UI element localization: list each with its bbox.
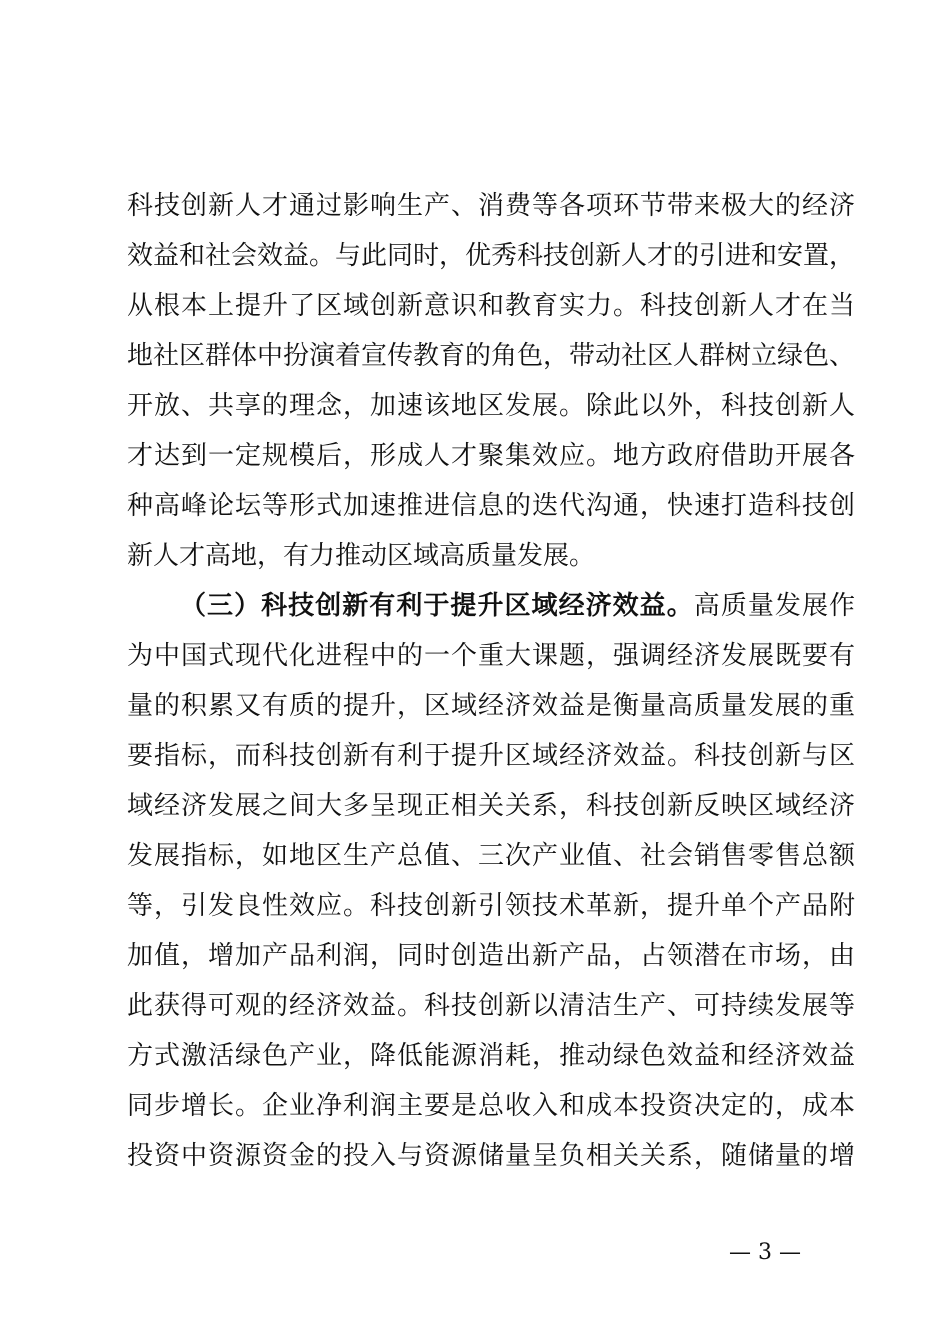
paragraph-line: 投资中资源资金的投入与资源储量呈负相关关系，随储量的增 <box>127 1141 855 1171</box>
section-heading-tail: 高质量发展作 <box>693 591 855 621</box>
paragraph-line: 此获得可观的经济效益。科技创新以清洁生产、可持续发展等 <box>127 991 855 1021</box>
paragraph-line: 从根本上提升了区域创新意识和教育实力。科技创新人才在当 <box>127 291 855 321</box>
paragraph-line: 新人才高地，有力推动区域高质量发展。 <box>127 541 596 571</box>
paragraph-line: 同步增长。企业净利润主要是总收入和成本投资决定的，成本 <box>127 1091 855 1121</box>
page-number: — 3 — <box>729 1240 801 1265</box>
paragraph-line: 开放、共享的理念，加速该地区发展。除此以外，科技创新人 <box>127 391 855 421</box>
paragraph-line: 量的积累又有质的提升，区域经济效益是衡量高质量发展的重 <box>127 691 855 721</box>
paragraph-line: 地社区群体中扮演着宣传教育的角色，带动社区人群树立绿色、 <box>127 341 855 371</box>
paragraph-line: 域经济发展之间大多呈现正相关关系，科技创新反映区域经济 <box>127 791 855 821</box>
paragraph-line: 才达到一定规模后，形成人才聚集效应。地方政府借助开展各 <box>127 441 855 471</box>
paragraph-line: 方式激活绿色产业，降低能源消耗，推动绿色效益和经济效益 <box>127 1041 855 1071</box>
paragraph-line: 发展指标，如地区生产总值、三次产业值、社会销售零售总额 <box>127 841 855 871</box>
paragraph-line: 为中国式现代化进程中的一个重大课题，强调经济发展既要有 <box>127 641 855 671</box>
paragraph-line: 要指标，而科技创新有利于提升区域经济效益。科技创新与区 <box>127 741 855 771</box>
paragraph-line: 效益和社会效益。与此同时，优秀科技创新人才的引进和安置， <box>127 241 855 271</box>
paragraph-line: 科技创新人才通过影响生产、消费等各项环节带来极大的经济 <box>127 191 855 221</box>
paragraph-line: 等，引发良性效应。科技创新引领技术革新，提升单个产品附 <box>127 891 855 921</box>
paragraph-line: 种高峰论坛等形式加速推进信息的迭代沟通，快速打造科技创 <box>127 491 855 521</box>
section-heading: （三）科技创新有利于提升区域经济效益。 <box>180 591 694 621</box>
section-heading-line <box>180 581 855 631</box>
paragraph-line: 加值，增加产品利润，同时创造出新产品，占领潜在市场，由 <box>127 941 855 971</box>
